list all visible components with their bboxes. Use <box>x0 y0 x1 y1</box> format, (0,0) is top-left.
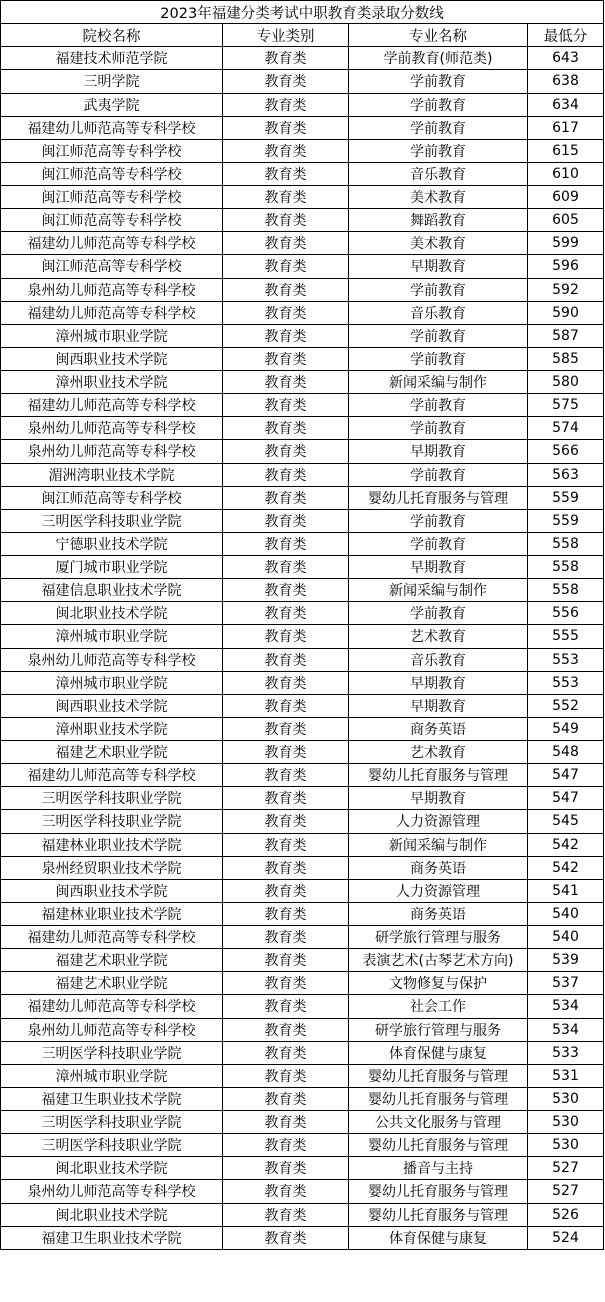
min-score-cell: 559 <box>528 487 604 509</box>
category-cell: 教育类 <box>223 371 349 393</box>
school-cell: 福建幼儿师范高等专科学校 <box>1 232 223 254</box>
school-cell: 闽北职业技术学院 <box>1 602 223 624</box>
school-cell: 三明医学科技职业学院 <box>1 1111 223 1133</box>
min-score-cell: 559 <box>528 510 604 532</box>
table-row <box>1 718 604 741</box>
table-row <box>1 1204 604 1227</box>
category-cell: 教育类 <box>223 556 349 578</box>
school-cell: 福建信息职业技术学院 <box>1 579 223 601</box>
table-row <box>1 1088 604 1111</box>
major-cell: 美术教育 <box>349 186 528 208</box>
category-cell: 教育类 <box>223 1065 349 1087</box>
min-score-cell: 540 <box>528 926 604 948</box>
table-body <box>1 47 604 1250</box>
table-row <box>1 741 604 764</box>
min-score-cell: 537 <box>528 972 604 994</box>
table-row <box>1 834 604 857</box>
table-row <box>1 440 604 463</box>
min-score-cell: 533 <box>528 1042 604 1064</box>
major-cell: 早期教育 <box>349 672 528 694</box>
category-cell: 教育类 <box>223 464 349 486</box>
min-score-cell: 590 <box>528 302 604 324</box>
major-cell: 音乐教育 <box>349 302 528 324</box>
category-cell: 教育类 <box>223 649 349 671</box>
min-score-cell: 534 <box>528 995 604 1017</box>
table-row <box>1 1180 604 1203</box>
category-cell: 教育类 <box>223 487 349 509</box>
school-cell: 三明医学科技职业学院 <box>1 510 223 532</box>
table-row <box>1 880 604 903</box>
school-cell: 泉州幼儿师范高等专科学校 <box>1 1019 223 1041</box>
min-score-cell: 534 <box>528 1019 604 1041</box>
table-row <box>1 209 604 232</box>
table-row <box>1 810 604 833</box>
major-cell: 美术教育 <box>349 232 528 254</box>
min-score-cell: 547 <box>528 764 604 786</box>
table-row <box>1 348 604 371</box>
major-cell: 学前教育 <box>349 70 528 92</box>
school-cell: 漳州职业技术学院 <box>1 718 223 740</box>
category-cell: 教育类 <box>223 810 349 832</box>
category-cell: 教育类 <box>223 1088 349 1110</box>
major-cell: 婴幼儿托育服务与管理 <box>349 1134 528 1156</box>
school-cell: 福建卫生职业技术学院 <box>1 1088 223 1110</box>
category-cell: 教育类 <box>223 348 349 370</box>
school-cell: 泉州幼儿师范高等专科学校 <box>1 440 223 462</box>
min-score-cell: 609 <box>528 186 604 208</box>
school-cell: 湄洲湾职业技术学院 <box>1 464 223 486</box>
school-cell: 闽江师范高等专科学校 <box>1 255 223 277</box>
category-cell: 教育类 <box>223 255 349 277</box>
school-cell: 漳州城市职业学院 <box>1 325 223 347</box>
school-cell: 福建幼儿师范高等专科学校 <box>1 995 223 1017</box>
table-row <box>1 602 604 625</box>
table-row <box>1 302 604 325</box>
min-score-cell: 542 <box>528 857 604 879</box>
school-cell: 福建幼儿师范高等专科学校 <box>1 117 223 139</box>
table-row <box>1 972 604 995</box>
min-score-cell: 617 <box>528 117 604 139</box>
school-cell: 三明医学科技职业学院 <box>1 810 223 832</box>
category-cell: 教育类 <box>223 1157 349 1179</box>
min-score-cell: 548 <box>528 741 604 763</box>
major-cell: 人力资源管理 <box>349 880 528 902</box>
major-cell: 公共文化服务与管理 <box>349 1111 528 1133</box>
school-cell: 漳州职业技术学院 <box>1 371 223 393</box>
min-score-cell: 530 <box>528 1088 604 1110</box>
table-row <box>1 510 604 533</box>
major-cell: 商务英语 <box>349 718 528 740</box>
school-cell: 厦门城市职业学院 <box>1 556 223 578</box>
min-score-cell: 553 <box>528 672 604 694</box>
min-score-cell: 530 <box>528 1111 604 1133</box>
table-row <box>1 764 604 787</box>
table-row <box>1 1134 604 1157</box>
school-cell: 武夷学院 <box>1 94 223 116</box>
major-cell: 体育保健与康复 <box>349 1042 528 1064</box>
category-cell: 教育类 <box>223 417 349 439</box>
category-cell: 教育类 <box>223 949 349 971</box>
category-cell: 教育类 <box>223 857 349 879</box>
school-cell: 漳州城市职业学院 <box>1 672 223 694</box>
min-score-cell: 530 <box>528 1134 604 1156</box>
school-cell: 福建艺术职业学院 <box>1 949 223 971</box>
school-cell: 闽江师范高等专科学校 <box>1 163 223 185</box>
table-row <box>1 1227 604 1250</box>
major-cell: 新闻采编与制作 <box>349 834 528 856</box>
category-cell: 教育类 <box>223 1204 349 1226</box>
major-cell: 学前教育 <box>349 140 528 162</box>
table-row <box>1 649 604 672</box>
table-row <box>1 394 604 417</box>
min-score-cell: 545 <box>528 810 604 832</box>
category-cell: 教育类 <box>223 695 349 717</box>
table-row <box>1 464 604 487</box>
major-cell: 学前教育 <box>349 94 528 116</box>
table-row <box>1 787 604 810</box>
min-score-cell: 574 <box>528 417 604 439</box>
table-row <box>1 47 604 70</box>
min-score-cell: 539 <box>528 949 604 971</box>
category-cell: 教育类 <box>223 117 349 139</box>
table-row <box>1 163 604 186</box>
major-cell: 婴幼儿托育服务与管理 <box>349 764 528 786</box>
min-score-cell: 558 <box>528 533 604 555</box>
table-row <box>1 186 604 209</box>
min-score-cell: 540 <box>528 903 604 925</box>
min-score-cell: 599 <box>528 232 604 254</box>
table-row <box>1 995 604 1018</box>
school-cell: 三明医学科技职业学院 <box>1 1042 223 1064</box>
category-cell: 教育类 <box>223 995 349 1017</box>
table-row <box>1 903 604 926</box>
category-cell: 教育类 <box>223 70 349 92</box>
min-score-cell: 566 <box>528 440 604 462</box>
school-cell: 漳州城市职业学院 <box>1 625 223 647</box>
table-row <box>1 1042 604 1065</box>
major-cell: 早期教育 <box>349 695 528 717</box>
min-score-cell: 580 <box>528 371 604 393</box>
school-cell: 闽江师范高等专科学校 <box>1 140 223 162</box>
table-row <box>1 1157 604 1180</box>
school-cell: 福建幼儿师范高等专科学校 <box>1 764 223 786</box>
min-score-cell: 610 <box>528 163 604 185</box>
min-score-cell: 638 <box>528 70 604 92</box>
table-row <box>1 533 604 556</box>
table-row <box>1 672 604 695</box>
school-cell: 泉州幼儿师范高等专科学校 <box>1 417 223 439</box>
major-cell: 舞蹈教育 <box>349 209 528 231</box>
min-score-cell: 558 <box>528 556 604 578</box>
min-score-cell: 524 <box>528 1227 604 1249</box>
school-cell: 泉州幼儿师范高等专科学校 <box>1 279 223 301</box>
major-cell: 商务英语 <box>349 857 528 879</box>
category-cell: 教育类 <box>223 279 349 301</box>
category-cell: 教育类 <box>223 741 349 763</box>
category-cell: 教育类 <box>223 1227 349 1249</box>
category-cell: 教育类 <box>223 302 349 324</box>
category-cell: 教育类 <box>223 787 349 809</box>
major-cell: 人力资源管理 <box>349 810 528 832</box>
min-score-cell: 585 <box>528 348 604 370</box>
table-row <box>1 417 604 440</box>
major-cell: 艺术教育 <box>349 741 528 763</box>
table-row <box>1 117 604 140</box>
category-cell: 教育类 <box>223 880 349 902</box>
min-score-cell: 547 <box>528 787 604 809</box>
school-cell: 福建幼儿师范高等专科学校 <box>1 394 223 416</box>
major-cell: 体育保健与康复 <box>349 1227 528 1249</box>
table-row <box>1 857 604 880</box>
table-title: 2023年福建分类考试中职教育类录取分数线 <box>1 1 604 23</box>
major-cell: 早期教育 <box>349 255 528 277</box>
school-cell: 闽西职业技术学院 <box>1 880 223 902</box>
school-cell: 漳州城市职业学院 <box>1 1065 223 1087</box>
category-cell: 教育类 <box>223 510 349 532</box>
category-cell: 教育类 <box>223 1111 349 1133</box>
school-cell: 三明学院 <box>1 70 223 92</box>
table-row <box>1 487 604 510</box>
min-score-cell: 541 <box>528 880 604 902</box>
category-cell: 教育类 <box>223 903 349 925</box>
major-cell: 学前教育 <box>349 510 528 532</box>
min-score-cell: 526 <box>528 1204 604 1226</box>
major-cell: 艺术教育 <box>349 625 528 647</box>
min-score-cell: 542 <box>528 834 604 856</box>
table-row <box>1 1111 604 1134</box>
major-cell: 学前教育 <box>349 325 528 347</box>
category-cell: 教育类 <box>223 47 349 69</box>
header-major: 专业名称 <box>349 24 528 46</box>
min-score-cell: 553 <box>528 649 604 671</box>
category-cell: 教育类 <box>223 140 349 162</box>
school-cell: 福建幼儿师范高等专科学校 <box>1 926 223 948</box>
major-cell: 学前教育 <box>349 117 528 139</box>
category-cell: 教育类 <box>223 972 349 994</box>
major-cell: 新闻采编与制作 <box>349 371 528 393</box>
category-cell: 教育类 <box>223 672 349 694</box>
table-row <box>1 579 604 602</box>
title-row <box>1 1 604 24</box>
table-row <box>1 325 604 348</box>
major-cell: 早期教育 <box>349 440 528 462</box>
school-cell: 福建幼儿师范高等专科学校 <box>1 302 223 324</box>
table-row <box>1 279 604 302</box>
major-cell: 表演艺术(古琴艺术方向) <box>349 949 528 971</box>
min-score-cell: 596 <box>528 255 604 277</box>
major-cell: 婴幼儿托育服务与管理 <box>349 1180 528 1202</box>
major-cell: 早期教育 <box>349 556 528 578</box>
major-cell: 文物修复与保护 <box>349 972 528 994</box>
min-score-cell: 634 <box>528 94 604 116</box>
category-cell: 教育类 <box>223 764 349 786</box>
category-cell: 教育类 <box>223 94 349 116</box>
header-category: 专业类别 <box>223 24 349 46</box>
category-cell: 教育类 <box>223 394 349 416</box>
school-cell: 闽江师范高等专科学校 <box>1 209 223 231</box>
school-cell: 闽北职业技术学院 <box>1 1204 223 1226</box>
category-cell: 教育类 <box>223 1042 349 1064</box>
category-cell: 教育类 <box>223 1134 349 1156</box>
category-cell: 教育类 <box>223 163 349 185</box>
major-cell: 学前教育(师范类) <box>349 47 528 69</box>
school-cell: 福建技术师范学院 <box>1 47 223 69</box>
header-school: 院校名称 <box>1 24 223 46</box>
school-cell: 泉州幼儿师范高等专科学校 <box>1 649 223 671</box>
major-cell: 学前教育 <box>349 279 528 301</box>
major-cell: 音乐教育 <box>349 649 528 671</box>
category-cell: 教育类 <box>223 579 349 601</box>
min-score-cell: 527 <box>528 1180 604 1202</box>
major-cell: 早期教育 <box>349 787 528 809</box>
category-cell: 教育类 <box>223 533 349 555</box>
category-cell: 教育类 <box>223 926 349 948</box>
school-cell: 福建林业职业技术学院 <box>1 834 223 856</box>
school-cell: 三明医学科技职业学院 <box>1 787 223 809</box>
category-cell: 教育类 <box>223 602 349 624</box>
min-score-cell: 556 <box>528 602 604 624</box>
min-score-cell: 549 <box>528 718 604 740</box>
table-row <box>1 94 604 117</box>
school-cell: 闽江师范高等专科学校 <box>1 487 223 509</box>
min-score-cell: 552 <box>528 695 604 717</box>
school-cell: 宁德职业技术学院 <box>1 533 223 555</box>
school-cell: 闽西职业技术学院 <box>1 695 223 717</box>
min-score-cell: 563 <box>528 464 604 486</box>
table-row <box>1 1065 604 1088</box>
min-score-cell: 643 <box>528 47 604 69</box>
table-row <box>1 556 604 579</box>
min-score-cell: 587 <box>528 325 604 347</box>
table-row <box>1 1019 604 1042</box>
school-cell: 福建卫生职业技术学院 <box>1 1227 223 1249</box>
header-row <box>1 24 604 47</box>
school-cell: 三明医学科技职业学院 <box>1 1134 223 1156</box>
category-cell: 教育类 <box>223 1019 349 1041</box>
table-row <box>1 70 604 93</box>
school-cell: 泉州经贸职业技术学院 <box>1 857 223 879</box>
min-score-cell: 575 <box>528 394 604 416</box>
table-row <box>1 140 604 163</box>
major-cell: 学前教育 <box>349 394 528 416</box>
table-row <box>1 926 604 949</box>
major-cell: 新闻采编与制作 <box>349 579 528 601</box>
table-row <box>1 949 604 972</box>
category-cell: 教育类 <box>223 625 349 647</box>
min-score-cell: 555 <box>528 625 604 647</box>
min-score-cell: 558 <box>528 579 604 601</box>
major-cell: 婴幼儿托育服务与管理 <box>349 1204 528 1226</box>
school-cell: 闽西职业技术学院 <box>1 348 223 370</box>
category-cell: 教育类 <box>223 1180 349 1202</box>
table-row <box>1 255 604 278</box>
school-cell: 福建艺术职业学院 <box>1 741 223 763</box>
table-row <box>1 695 604 718</box>
major-cell: 学前教育 <box>349 464 528 486</box>
major-cell: 婴幼儿托育服务与管理 <box>349 1088 528 1110</box>
category-cell: 教育类 <box>223 232 349 254</box>
major-cell: 商务英语 <box>349 903 528 925</box>
category-cell: 教育类 <box>223 325 349 347</box>
table-row <box>1 232 604 255</box>
table-row <box>1 625 604 648</box>
category-cell: 教育类 <box>223 834 349 856</box>
major-cell: 音乐教育 <box>349 163 528 185</box>
major-cell: 学前教育 <box>349 602 528 624</box>
min-score-cell: 605 <box>528 209 604 231</box>
major-cell: 研学旅行管理与服务 <box>349 926 528 948</box>
major-cell: 社会工作 <box>349 995 528 1017</box>
major-cell: 学前教育 <box>349 417 528 439</box>
min-score-cell: 527 <box>528 1157 604 1179</box>
major-cell: 婴幼儿托育服务与管理 <box>349 487 528 509</box>
school-cell: 福建艺术职业学院 <box>1 972 223 994</box>
major-cell: 婴幼儿托育服务与管理 <box>349 1065 528 1087</box>
major-cell: 学前教育 <box>349 348 528 370</box>
major-cell: 学前教育 <box>349 533 528 555</box>
school-cell: 泉州幼儿师范高等专科学校 <box>1 1180 223 1202</box>
category-cell: 教育类 <box>223 440 349 462</box>
school-cell: 闽北职业技术学院 <box>1 1157 223 1179</box>
min-score-cell: 592 <box>528 279 604 301</box>
min-score-cell: 615 <box>528 140 604 162</box>
category-cell: 教育类 <box>223 209 349 231</box>
major-cell: 研学旅行管理与服务 <box>349 1019 528 1041</box>
header-min-score: 最低分 <box>528 24 604 46</box>
major-cell: 播音与主持 <box>349 1157 528 1179</box>
category-cell: 教育类 <box>223 718 349 740</box>
min-score-cell: 531 <box>528 1065 604 1087</box>
school-cell: 闽江师范高等专科学校 <box>1 186 223 208</box>
table-row <box>1 371 604 394</box>
school-cell: 福建林业职业技术学院 <box>1 903 223 925</box>
category-cell: 教育类 <box>223 186 349 208</box>
